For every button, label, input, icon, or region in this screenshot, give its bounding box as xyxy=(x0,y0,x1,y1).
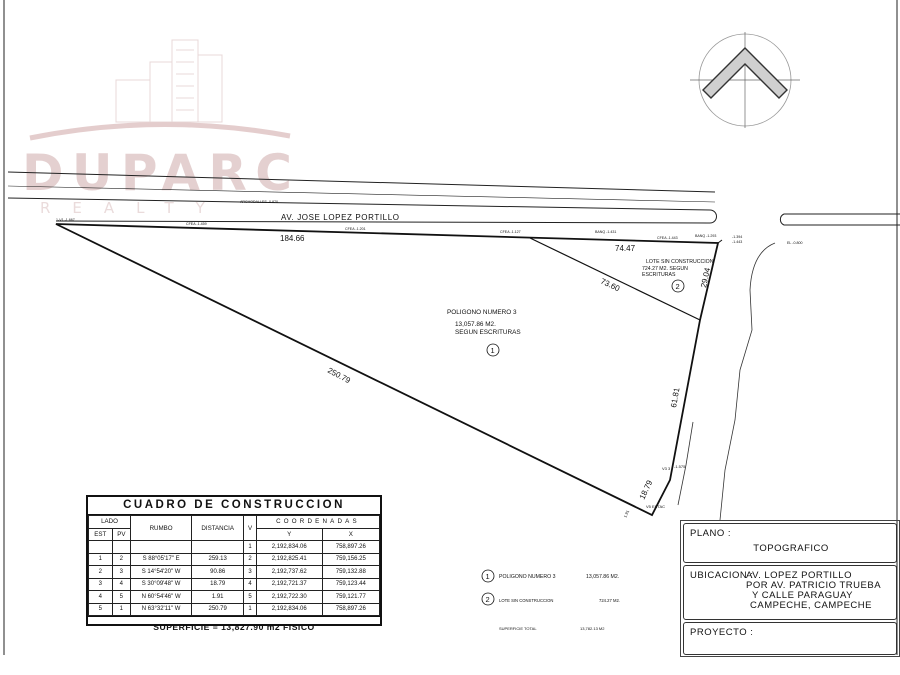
svg-text:2: 2 xyxy=(485,595,490,604)
dist-east-mid: 61.81 xyxy=(669,387,682,409)
svg-text:BANQ -1.431: BANQ -1.431 xyxy=(595,230,617,234)
svg-text:1-V1 -1.667: 1-V1 -1.667 xyxy=(56,218,75,222)
plano-box xyxy=(683,523,897,563)
watermark-logo xyxy=(22,40,292,217)
svg-text:CFEA -1.443: CFEA -1.443 xyxy=(657,236,678,240)
svg-text:-1.575: -1.575 xyxy=(674,464,686,469)
polygon-number: 1 xyxy=(490,346,495,355)
svg-text:1.91: 1.91 xyxy=(622,509,631,519)
ubicacion-line-4: CAMPECHE, CAMPECHE xyxy=(750,600,872,611)
dist-south-west: 250.79 xyxy=(326,365,352,386)
svg-text:BANQ -1.293: BANQ -1.293 xyxy=(695,234,717,238)
table-row: 3 4 S 30°09'48" W 18.79 4 2,192,721.37 759,123.44 xyxy=(89,578,380,591)
svg-text:V3 3: V3 3 xyxy=(662,466,671,471)
svg-text:13,782.13 M2: 13,782.13 M2 xyxy=(580,626,605,631)
svg-text:POLIGONO NUMERO 3: POLIGONO NUMERO 3 xyxy=(499,574,556,580)
svg-text:CFEA -1.201: CFEA -1.201 xyxy=(345,227,366,231)
watermark-brand: DUPARC xyxy=(22,144,292,202)
construction-table-grid: LADO RUMBO DISTANCIA V COORDENADAS EST PV Y X 1 2,192,834.06 758,897.26 1 2 S 88°05'17" E 259.13 2 2,192,825.41 759,156.25 2 3 S 14°54'20" W 90.86 3 2,192,737.62 759,132.88 3 4 S 30°09'48" W 18.79 4 2,192,721.37 759,123.44 4 5 N 60°54'46" W 1.91 5 2,192,722.30 759,121.77 5 1 N 63°32'11" W 250.79 1 2,192,834.06 758,897.26 xyxy=(88,515,380,616)
dist-north: 184.66 xyxy=(280,234,305,243)
svg-text:1: 1 xyxy=(485,572,490,581)
north-arrow xyxy=(690,32,800,128)
ubicacion-label: UBICACION : xyxy=(690,570,754,581)
table-row: 1 2,192,834.06 758,897.26 xyxy=(89,541,380,554)
dist-north-east: 74.47 xyxy=(615,244,636,253)
area-legend xyxy=(482,570,620,631)
svg-text:-1.443: -1.443 xyxy=(732,240,743,244)
proyecto-label: PROYECTO : xyxy=(690,627,754,638)
svg-text:SEGUN ESCRITURAS: SEGUN ESCRITURAS xyxy=(455,329,521,336)
table-row: 2 3 S 14°54'20" W 90.86 3 2,192,737.62 759,132.88 xyxy=(89,566,380,579)
ubicacion-line-2: POR AV. PATRICIO TRUEBA xyxy=(746,580,882,591)
svg-text:EL -0.800: EL -0.800 xyxy=(787,241,803,245)
dist-east-bottom: 18.79 xyxy=(637,478,655,501)
street-name: AV. JOSE LOPEZ PORTILLO xyxy=(281,213,400,222)
svg-text:724.27 M2.: 724.27 M2. xyxy=(599,598,620,603)
dist-diagonal: 73.60 xyxy=(599,276,622,294)
svg-text:724.27 M2. SEGUN: 724.27 M2. SEGUN xyxy=(642,266,688,272)
construction-table xyxy=(86,495,382,632)
ubicacion-box xyxy=(683,565,897,620)
svg-text:CFEA -1.459: CFEA -1.459 xyxy=(186,222,207,226)
svg-text:-1.394: -1.394 xyxy=(732,235,743,239)
dist-east-top: 29.04 xyxy=(699,266,713,289)
svg-text:LOTE SIN CONSTRUCCION: LOTE SIN CONSTRUCCION xyxy=(646,259,714,265)
polygon-label xyxy=(447,309,521,356)
superficie-total: SUPERFICIE = 13,827.90 m2 FISICO xyxy=(88,616,380,637)
property-polygon xyxy=(56,224,722,515)
table-row: 4 5 N 60°54'46" W 1.91 5 2,192,722.30 759,121.77 xyxy=(89,591,380,604)
svg-text:CFEA -1.127: CFEA -1.127 xyxy=(500,230,521,234)
curb-line xyxy=(720,243,775,520)
table-row: 1 2 S 88°05'17" E 259.13 2 2,192,825.41 759,156.25 xyxy=(89,553,380,566)
ubicacion-line-1: AV. LOPEZ PORTILLO xyxy=(746,570,852,581)
plano-value: TOPOGRAFICO xyxy=(753,543,829,554)
svg-text:ESCRITURAS: ESCRITURAS xyxy=(642,272,676,278)
street-marker: ARCHODALLES -0.870 xyxy=(240,200,278,204)
svg-text:13,057.86 M2.: 13,057.86 M2. xyxy=(586,574,620,580)
table-row: 5 1 N 63°32'11" W 250.79 1 2,192,834.06 758,897.26 xyxy=(89,603,380,616)
svg-text:V5 ESTAC: V5 ESTAC xyxy=(646,504,666,509)
svg-text:SUPERFICIE TOTAL: SUPERFICIE TOTAL xyxy=(499,626,537,631)
plano-label: PLANO : xyxy=(690,528,731,539)
proyecto-box xyxy=(683,622,897,655)
lot-number: 2 xyxy=(675,282,680,291)
svg-text:POLIGONO NUMERO 3: POLIGONO NUMERO 3 xyxy=(447,309,517,316)
svg-text:13,057.86 M2.: 13,057.86 M2. xyxy=(455,321,496,328)
ubicacion-line-3: Y CALLE PARAGUAY xyxy=(752,590,853,601)
construction-table-title: CUADRO DE CONSTRUCCION xyxy=(88,497,380,515)
watermark-sub: REALTY xyxy=(40,199,227,217)
svg-text:LOTE SIN CONSTRUCCION: LOTE SIN CONSTRUCCION xyxy=(499,598,554,603)
